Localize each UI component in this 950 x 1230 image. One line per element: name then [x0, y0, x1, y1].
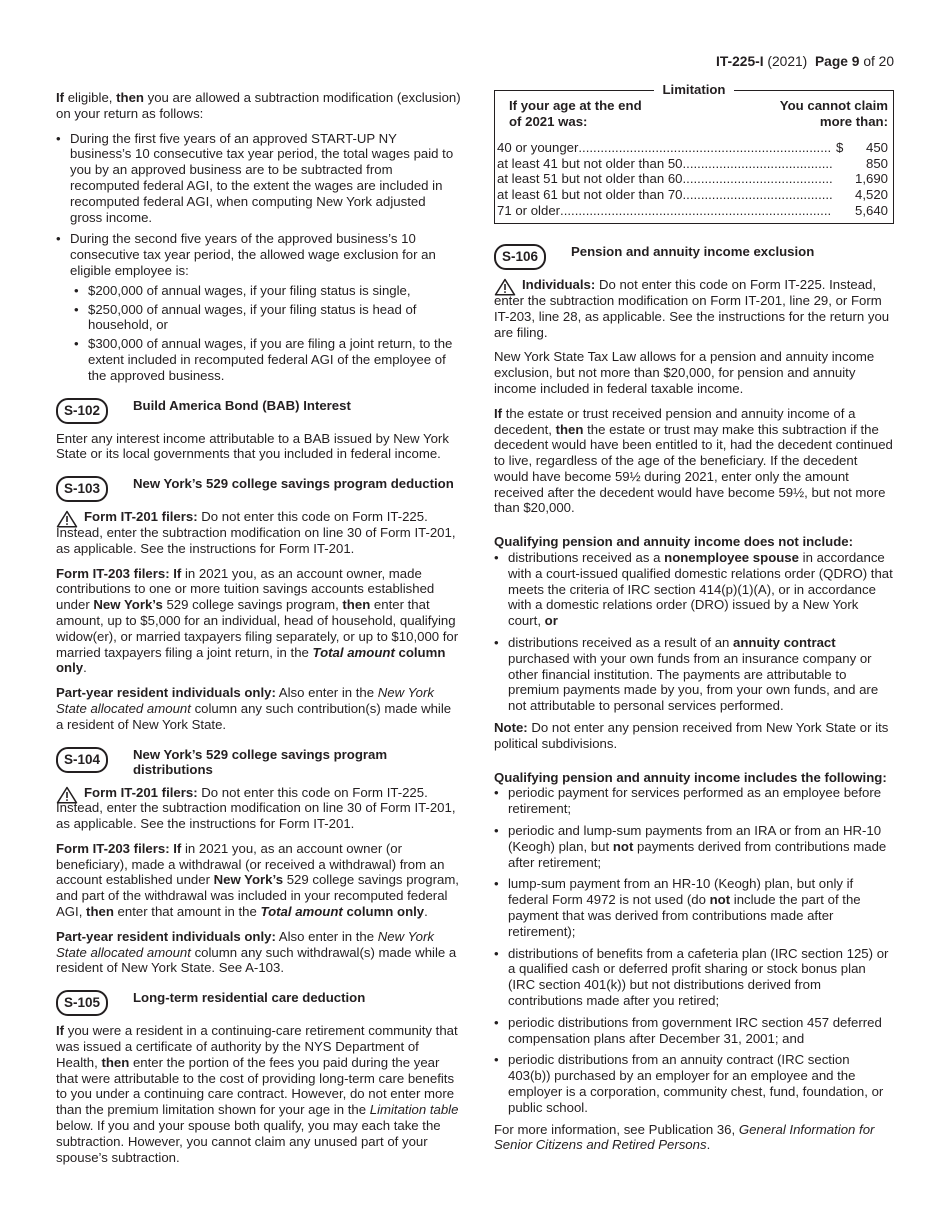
includes-list: [494, 785, 894, 1115]
s104-it203-paragraph: Form IT-203 filers: If in 2021 you, as an account owner (or beneficiary), made a withdrawal (or received a withdrawal) from an account established under New York’s 529 college savings program, and part of the withdrawal was included in your recomputed federal AGI, then enter that amount in the Total amount column only.: [56, 840, 459, 920]
warning-icon: [56, 510, 78, 528]
code-badge: S-106: [494, 244, 546, 270]
section-title: Build America Bond (BAB) Interest: [133, 397, 351, 413]
table-row: at least 51 but not older than 60 ..... 1,690: [497, 171, 888, 187]
s106-estate-paragraph: If the estate or trust received pension and annuity income of a decedent, then the estate or trust may make this subtraction if the decedent would have been entitled to it, had the decedent continued to live, regardless of the age of the beneficiary. If the decedent would have become 59½ during 2021, enter only the amount received after the decedent would have become 59½, but not more than $20,000.: [494, 405, 893, 516]
not-include-heading: Qualifying pension and annuity income does not include:: [494, 534, 854, 550]
list-item: • distributions received as a result of an annuity contract purchased with your own funds from an insurance company or other financial institution. The payments are attributable to premium payments made by you, from your own funds, and are not attributable to personal services performed.: [494, 635, 894, 714]
s102-text: Enter any interest income attributable to a BAB issued by New York State or its local governments that you included in federal income.: [56, 430, 449, 462]
table-row: 40 or younger ..... $ 450: [497, 140, 888, 156]
list-item: • $300,000 of annual wages, if you are filing a joint return, to the extent included in recomputed federal AGI of the employee of the approved business.: [74, 336, 461, 383]
s104-part-year-paragraph: Part-year resident individuals only: Also enter in the New York State allocated amount column any such withdrawal(s) made while a resident of New York State. See A-103.: [56, 928, 457, 976]
list-item: • During the second five years of the approved business’s 10 consecutive tax year period, the allowed wage exclusion for an eligible employee is: • $200,000 of annual wages, if your filing status is single, • $250,000 of annual wages, if your filing status is head of household, or • $300,000 of annual wages, if you are filing a joint return, to the extent included in recomputed federal AGI of the employee of the approved business.: [56, 231, 461, 383]
section-title: Long-term residential care deduction: [133, 990, 366, 1006]
page-header: [716, 54, 894, 70]
list-item: • $200,000 of annual wages, if your filing status is single,: [74, 283, 461, 299]
limitation-header: [497, 98, 888, 130]
list-item: • lump-sum payment from an HR-10 (Keogh) plan, but only if federal Form 4972 is not used (do not include the part of the payment that was derived from contributions made after retirement);: [494, 876, 894, 939]
page-number: 9: [851, 54, 860, 69]
form-year: (2021): [767, 54, 808, 69]
list-item: • distributions received as a nonemployee spouse in accordance with a court-issued qualified domestic relations order (QDRO) that meets the criteria of IRC section 414(p)(1)(A), or in accordance with a domestic relations order (DRO) issued by a New York court, or: [494, 550, 894, 629]
table-row: at least 61 but not older than 70 ..... 4,520: [497, 187, 888, 203]
intro-paragraph: If eligible, then you are allowed a subtraction modification (exclusion) on your return as follows:: [56, 90, 461, 121]
s103-it203-paragraph: Form IT-203 filers: If in 2021 you, as an account owner, made contributions to one or more tuition savings accounts established under New York’s 529 college savings program, then enter that amount, up to $5,000 for an individual, head of household, qualifying widow(er), or married taxpayers filing separately, or up to $10,000 for married taxpayers filing a joint return, in the Total amount column only.: [56, 565, 459, 676]
s106-tax-law-paragraph: New York State Tax Law allows for a pension and annuity income exclusion, but not more than $20,000, for pension and annuity income included in federal taxable income.: [494, 349, 875, 396]
right-column: [494, 82, 894, 1162]
s102-heading: [56, 398, 461, 424]
page-total: of 20: [863, 54, 894, 69]
code-badge: S-104: [56, 747, 108, 773]
more-info-paragraph: For more information, see Publication 36, General Information for Senior Citizens and Retired Persons.: [494, 1121, 875, 1153]
wage-exclusion-list: [70, 283, 461, 384]
list-item: • During the first five years of an approved START-UP NY business’s 10 consecutive tax year period, the total wages paid to you by an approved business are to be subtracted from recomputed federal AGI, to the extent the wages are included in recomputed federal AGI, when computing New York adjusted gross income.: [56, 131, 461, 226]
limitation-table: [494, 82, 894, 224]
s104-warning: Form IT-201 filers: Do not enter this code on Form IT-225. Instead, enter the subtraction modification on line 30 of Form IT-201, as applicable. See the instructions for Form IT-201.: [56, 784, 456, 832]
includes-heading: Qualifying pension and annuity income includes the following:: [494, 769, 887, 785]
left-column: [56, 90, 461, 1174]
s103-warning: Form IT-201 filers: Do not enter this code on Form IT-225. Instead, enter the subtraction modification on line 30 of Form IT-201, as applicable. See the instructions for Form IT-201.: [56, 509, 456, 556]
s105-text: If you were a resident in a continuing-care retirement community that was issued a certificate of authority by the NYS Department of Health, then enter the portion of the fees you paid during the year that were attributable to the cost of providing long-term care benefits to you under a continuing care contract. However, do not enter more than the premium limitation shown for your age in the Limitation table below. If you and your spouse both qualify, you may each take the subtraction. However, you cannot claim any unused part of your spouse’s subtraction.: [56, 1023, 459, 1165]
s106-warning: Individuals: Do not enter this code on Form IT-225. Instead, enter the subtraction modification on Form IT-201, line 29, or Form IT-203, line 28, as applicable. See the instructions for the return you are filing.: [494, 277, 890, 340]
table-row: at least 41 but not older than 50 ..... 850: [497, 156, 888, 172]
list-item: • $250,000 of annual wages, if your filing status is head of household, or: [74, 302, 461, 334]
s103-part-year-paragraph: Part-year resident individuals only: Also enter in the New York State allocated amount column any such contribution(s) made while a resident of New York State.: [56, 685, 452, 732]
not-include-list: [494, 550, 894, 714]
list-item: • periodic payment for services performed as an employee before retirement;: [494, 785, 894, 817]
s106-heading: [494, 244, 894, 270]
code-badge: S-105: [56, 990, 108, 1016]
limitation-title: Limitation: [654, 82, 733, 97]
list-item: • periodic and lump-sum payments from an IRA or from an HR-10 (Keogh) plan, but not payments derived from contributions made after retirement;: [494, 823, 894, 870]
page-label: Page: [814, 54, 848, 69]
table-row: 71 or older ..... 5,640: [497, 203, 888, 219]
code-badge: S-103: [56, 476, 108, 502]
column-header-limit: You cannot claim more than:: [779, 98, 888, 129]
section-title: Pension and annuity income exclusion: [571, 244, 815, 260]
section-title: New York’s 529 college savings program distributions: [133, 746, 388, 777]
s103-heading: [56, 476, 461, 502]
section-title: New York’s 529 college savings program deduction: [133, 476, 454, 492]
s105-heading: [56, 990, 461, 1016]
note-paragraph: Note: Do not enter any pension received from New York State or its political subdivisions.: [494, 720, 889, 751]
warning-icon: [494, 278, 516, 296]
list-item: • distributions of benefits from a cafeteria plan (IRC section 125) or a qualified cash or deferred profit sharing or stock bonus plan (IRC section 401(k)) but not distributions derived from contributions made after you retired;: [494, 946, 894, 1009]
column-header-age: If your age at the end of 2021 was:: [509, 98, 642, 129]
modification-list: [56, 131, 461, 384]
warning-icon: [56, 786, 78, 804]
s104-heading: [56, 747, 461, 778]
code-badge: S-102: [56, 398, 108, 424]
list-item: • periodic distributions from government IRC section 457 deferred compensation plans after December 31, 2001; and: [494, 1015, 894, 1047]
form-number: IT-225-I: [716, 54, 764, 69]
list-item: • periodic distributions from an annuity contract (IRC section 403(b)) purchased by an employer for an employee and the employer is a corporation, community chest, fund, foundation, or public school.: [494, 1052, 894, 1115]
